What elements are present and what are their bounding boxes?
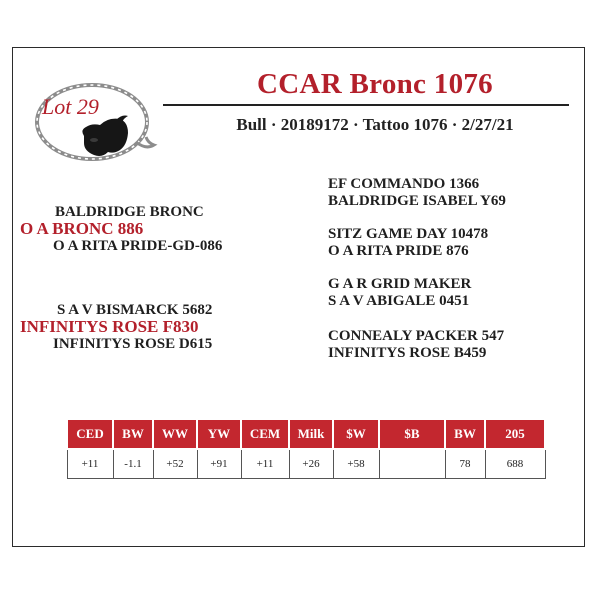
ancestor-ss-dam: BALDRIDGE ISABEL Y69 bbox=[328, 193, 506, 209]
epd-header-milk: Milk bbox=[289, 419, 333, 449]
lot-number: Lot 29 bbox=[42, 94, 99, 119]
ancestor-sd-dam: O A RITA PRIDE 876 bbox=[328, 243, 469, 259]
epd-header-yw: YW bbox=[197, 419, 241, 449]
ancestor-ss-sire: EF COMMANDO 1366 bbox=[328, 176, 480, 192]
sire: O A BRONC 886 bbox=[20, 219, 144, 238]
epd-value-actual-bw: 78 bbox=[445, 449, 485, 479]
sire-dam: O A RITA PRIDE-GD-086 bbox=[53, 238, 223, 254]
epd-header-bw: BW bbox=[113, 419, 153, 449]
epd-value-dollar-b bbox=[379, 449, 445, 479]
epd-header-cem: CEM bbox=[241, 419, 289, 449]
dam: INFINITYS ROSE F830 bbox=[20, 317, 199, 336]
epd-header-dollar-b: $B bbox=[379, 419, 445, 449]
epd-header-dollar-w: $W bbox=[333, 419, 379, 449]
epd-header-actual-bw: BW bbox=[445, 419, 485, 449]
ancestor-ds-dam: S A V ABIGALE 0451 bbox=[328, 293, 470, 309]
epd-value-bw: -1.1 bbox=[113, 449, 153, 479]
ancestor-sd-sire: SITZ GAME DAY 10478 bbox=[328, 226, 489, 242]
title-divider bbox=[163, 104, 569, 106]
epd-header-ww: WW bbox=[153, 419, 197, 449]
dam-sire: S A V BISMARCK 5682 bbox=[57, 302, 213, 318]
bull-head-icon bbox=[82, 116, 128, 157]
epd-value-ced: +11 bbox=[67, 449, 113, 479]
epd-header-ced: CED bbox=[67, 419, 113, 449]
epd-value-ww: +52 bbox=[153, 449, 197, 479]
animal-details: Bull · 20189172 · Tattoo 1076 · 2/27/21 bbox=[236, 115, 514, 134]
ancestor-dd-dam: INFINITYS ROSE B459 bbox=[328, 345, 487, 361]
lot-logo bbox=[32, 80, 160, 164]
epd-table bbox=[66, 418, 546, 479]
ancestor-ds-sire: G A R GRID MAKER bbox=[328, 276, 472, 292]
epd-value-milk: +26 bbox=[289, 449, 333, 479]
epd-value-205: 688 bbox=[485, 449, 545, 479]
dam-dam: INFINITYS ROSE D615 bbox=[53, 336, 213, 352]
epd-value-yw: +91 bbox=[197, 449, 241, 479]
epd-value-row bbox=[67, 449, 545, 479]
sire-sire: BALDRIDGE BRONC bbox=[55, 204, 204, 220]
animal-title: CCAR Bronc 1076 bbox=[257, 68, 493, 100]
epd-header-row bbox=[67, 419, 545, 449]
epd-value-cem: +11 bbox=[241, 449, 289, 479]
ancestor-dd-sire: CONNEALY PACKER 547 bbox=[328, 328, 505, 344]
epd-value-dollar-w: +58 bbox=[333, 449, 379, 479]
epd-header-205: 205 bbox=[485, 419, 545, 449]
